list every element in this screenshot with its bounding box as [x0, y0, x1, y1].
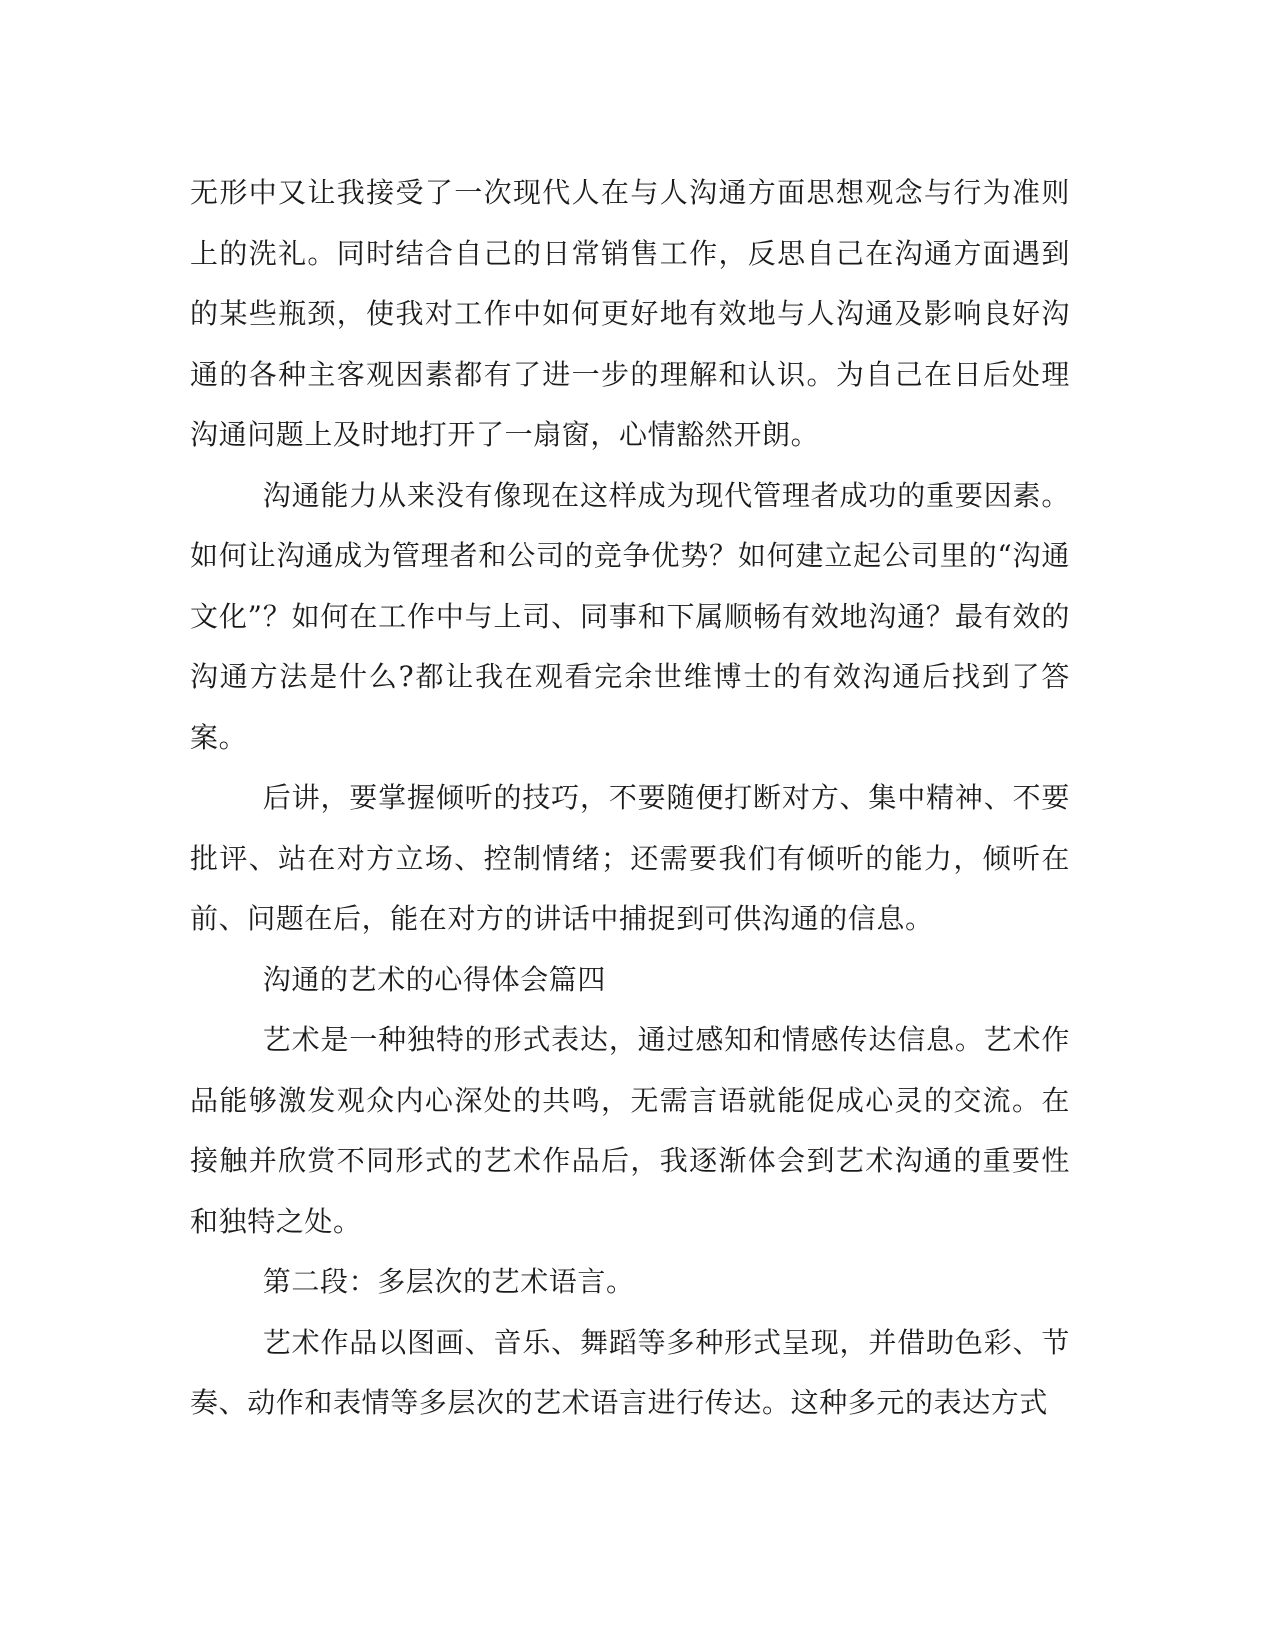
paragraph-2: 沟通能力从来没有像现在这样成为现代管理者成功的重要因素。如何让沟通成为管理者和公司的竞争优势？如何建立起公司里的“沟通文化”？如何在工作中与上司、同事和下属顺畅有效地沟通？最有效的沟通方法是什么?都让我在观看完余世维博士的有效沟通后找到了答案。 [190, 478, 1070, 754]
paragraph-1: 无形中又让我接受了一次现代人在与人沟通方面思想观念与行为准则上的洗礼。同时结合自己的日常销售工作，反思自己在沟通方面遇到的某些瓶颈，使我对工作中如何更好地有效地与人沟通及影响良好沟通的各种主客观因素都有了进一步的理解和认识。为自己在日后处理沟通问题上及时地打开了一扇窗，心情豁然开朗。 [190, 176, 1070, 451]
document-body [190, 163, 1070, 1434]
paragraph-4: 艺术是一种独特的形式表达，通过感知和情感传达信息。艺术作品能够激发观众内心深处的共鸣，无需言语就能促成心灵的交流。在接触并欣赏不同形式的艺术作品后，我逐渐体会到艺术沟通的重要性和独特之处。 [190, 1023, 1070, 1238]
paragraph-5: 第二段：多层次的艺术语言。 [262, 1265, 635, 1298]
paragraph-3: 后讲，要掌握倾听的技巧，不要随便打断对方、集中精神、不要批评、站在对方立场、控制情绪；还需要我们有倾听的能力，倾听在前、问题在后，能在对方的讲话中捕捉到可供沟通的信息。 [190, 781, 1070, 935]
paragraph-6: 艺术作品以图画、音乐、舞蹈等多种形式呈现，并借助色彩、节奏、动作和表情等多层次的艺术语言进行传达。这种多元的表达方式 [190, 1325, 1070, 1419]
section-heading: 沟通的艺术的心得体会篇四 [262, 962, 606, 996]
